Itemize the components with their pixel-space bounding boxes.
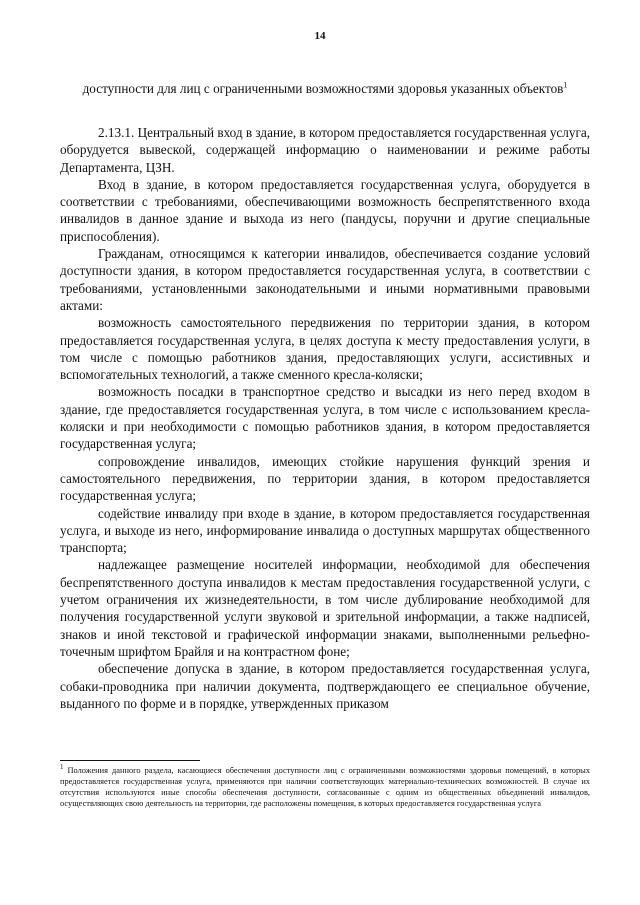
footnote-number: 1 [60, 763, 64, 772]
paragraph-2-13-1: 2.13.1. Центральный вход в здание, в котором предоставляется государственная услуга, оборудуется вывеской, содержащей информацию о наименовании и режиме работы Департамента, ЦЗН. [60, 125, 590, 175]
list-item-guide-dog: обеспечение допуска в здание, в котором предоставляется государственная услуга, собаки-проводника при наличии документа, подтверждающего ее специальное обучение, выданного по форме и в порядке, утвержденных приказом [60, 661, 590, 711]
footnote-text: Положения данного раздела, касающиеся обеспечения доступности лиц с ограниченными возможностями здоровья помещений, в которых предоставляется государственная услуга, применяются при наличии соответствующих материально-технических возможностей. В случае их отсутствия используются иные способы обеспечения доступности, согласованные с одним из общественных объединений инвалидов, осуществляющих свою деятельность на территории, где расположены помещения, в которых предоставляется государственная услуга [60, 766, 590, 808]
list-item-entry-assistance: содействие инвалиду при входе в здание, в котором предоставляется государственная услуга, и выходе из него, информирование инвалида о доступных маршрутах общественного транспорта; [60, 505, 590, 556]
list-item-independent-movement: возможность самостоятельного передвижения по территории здания, в котором предоставляется государственная услуга, в целях доступа к месту предоставления услуги, в том числе с помощью работников здания, предоставляющих услуги, ассистивных и вспомогательных технологий, а также сменного кресла-коляски; [60, 315, 590, 383]
paragraph-entrance-requirements: Вход в здание, в котором предоставляется государственная услуга, оборудуется в соответствии с требованиями, обеспечивающими возможность беспрепятственного входа инвалидов в данное здание и выхода из него (пандусы, поручни и другие специальные приспособления). [60, 176, 590, 244]
body-text [60, 124, 590, 712]
paragraph-disabled-accessibility: Гражданам, относящимся к категории инвалидов, обеспечивается создание условий доступности здания, в котором предоставляется государственная услуга, в соответствии с требованиями, установленными законодательными и иными нормативными правовыми актами: [60, 246, 590, 313]
footnote [60, 765, 590, 809]
list-item-vehicle-boarding: возможность посадки в транспортное средство и высадки из него перед входом в здание, где предоставляется государственная услуга, в том числе с использованием кресла-коляски и при необходимости с помощью работников здания, в котором предоставляется государственная услуга; [60, 384, 590, 452]
list-item-escort: сопровождение инвалидов, имеющих стойкие нарушения функций зрения и самостоятельного передвижения, по территории здания, в котором предоставляется государственная услуга; [60, 453, 590, 504]
section-heading [60, 80, 590, 97]
page-number: 14 [314, 30, 326, 42]
footnote-divider [60, 760, 200, 761]
list-item-information-placement: надлежащее размещение носителей информации, необходимой для обеспечения беспрепятственного доступа инвалидов к местам предоставления государственной услуги, с учетом ограничения их жизнедеятельности, в том числе дублирование необходимой для получения государственной услуги звуковой и зрительной информации, а также надписей, знаков и иной текстовой и графической информации знаками, выполненными рельефно-точечным шрифтом Брайля и на контрастном фоне; [60, 557, 590, 659]
section-heading-text: доступности для лиц с ограниченными возможностями здоровья указанных объектов [82, 81, 564, 96]
footnote-reference: 1 [563, 80, 568, 90]
